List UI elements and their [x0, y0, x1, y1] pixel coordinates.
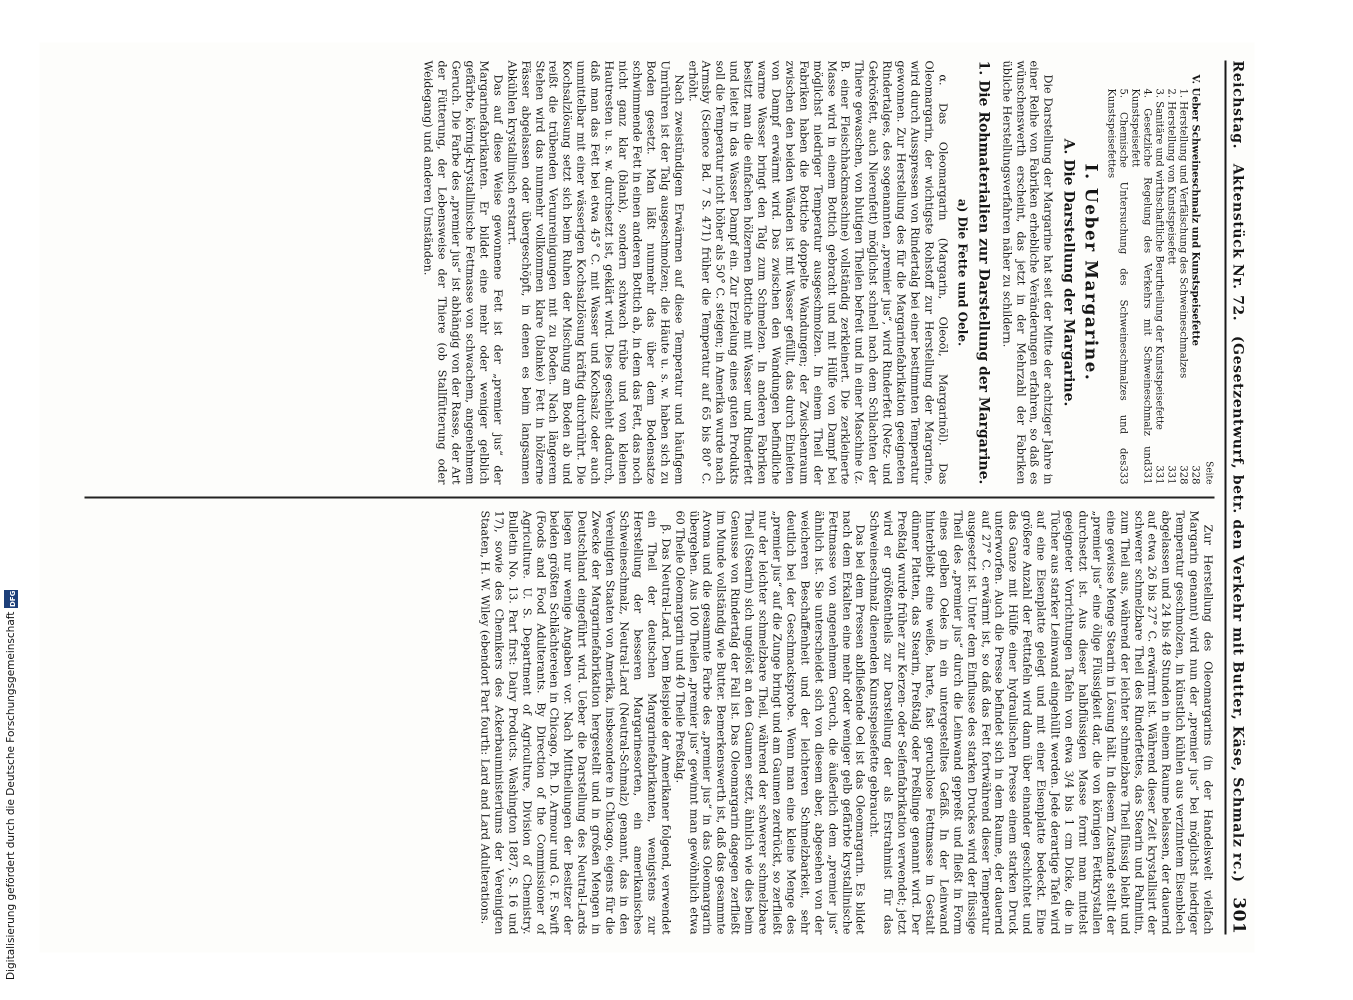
paragraph: β. Das Neutral-Lard. Dem Beispiele der Amerikaner folgend, verwendet ein Theil der deutschen Margarinefabrikanten, wenigstens zur Herstellung der besseren Margarinesorten, ein amerikanisches Schweineschmalz, Neutral-Lard (Neutral-Schmalz) genannt, das in den Vereinigten Staaten von Amerika, insbesondere in Chicago, eigens für die Zwecke der Margarinefabrikation hergestellt und in großen Mengen in Deutschland eingeführt wird. Ueber die Darstellung des Neutral-Lards liegen nur wenige Angaben vor. Nach Mittheilungen der Besitzer der beiden größten Schlächtereien in Chicago, Ph. D. Armour und G. F. Swift (Foods and Food Adulterants. By Direction of the Commissioner of Agriculture. U. S. Department of Agriculture, Division of Chemistry. Bulletin No. 13. Part first: Dairy Products. Washington 1887, S. 16 und 17), sowie des Chemikers des Ackerbauministeriums der Vereinigten Staaten, H. W. Wiley (ebendort Part fourth: Lard and Lard Adulterations. — [478, 510, 673, 935]
paragraph: Das auf diese Weise gewonnene Fett ist der „premier jus“ der Margarinefabrikanten. Er bildet eine mehr oder weniger gelblich gefärbte, körnig-krystallinische Fettmasse von schwachem, angenehmem Geruch. Die Farbe des „premier jus“ ist abhängig von der Rasse, der Art der Fütterung, der Lebensweise der Thiere (ob Stallfütterung oder Weidegang) und anderen Umständen. — [421, 60, 505, 485]
toc-item: 1. Herstellung und Verfälschung des Schweineschmalzes 328 — [1177, 88, 1189, 485]
dfg-logo: DFG — [4, 590, 18, 608]
header-right: (Gesetzentwurf, betr. den Verkehr mit Butter, Käse, Schmalz rc.) — [1229, 335, 1246, 883]
document-page — [40, 43, 1255, 953]
toc-page-label: Seite — [1203, 461, 1214, 485]
paragraph: Nach zweistündigem Erwärmen auf diese Temperatur und häufigem Umrühren ist der Talg ausgeschmolzen; die Häute u. s. w. haben sich zu Boden gesetzt. Man läßt nunmehr das über dem Bodensatze schwimmende Fett in einen anderen Bottich ab, in dem das Fett, das noch nicht ganz klar (blank), sondern schwach trübe und von kleinen Hautresten u. s. w. durchsetzt ist, geklärt wird. Dies geschieht dadurch, daß man das Fett bei etwa 45° C. mit Wasser und Kochsalz oder auch unmittelbar mit einer wässerigen Kochsalzlösung kräftig durchrührt. Die Kochsalzlösung setzt sich beim Ruhen der Mischung am Boden ab und reißt die trübenden Verunreinigungen mit zu Boden. Nach längerem Stehen wird das nunmehr vollkommen klare (blanke) Fett in hölzerne Fässer abgelassen oder übergeschöpft, in denen es beim langsamen Abkühlen krystallinisch erstarrt. — [505, 60, 686, 485]
toc-heading: V. Ueber Schweineschmalz und Kunstspeisefette 328 — [1189, 74, 1201, 485]
toc-item: 3. Sanitäre und wirthschaftliche Beurtheilung der Kunstspeisefette 331 — [1153, 88, 1165, 485]
header-left: Reichstag. — [1229, 60, 1246, 150]
toc-item: 4. Gesetzliche Regelung des Verkehrs mit Schweineschmalz und Kunstspeisefett 331 — [1129, 88, 1153, 485]
toc-item: 5. Chemische Untersuchung des Schweineschmalzes und des Kunstspeisefettes 333 — [1105, 88, 1129, 485]
left-column — [85, 61, 1215, 485]
text-columns — [85, 61, 1215, 935]
section-title: I. Ueber Margarine. — [1080, 163, 1101, 382]
part-title: 1. Die Rohmaterialien zur Darstellung der Margarine. — [975, 60, 992, 485]
digitization-credit — [2, 150, 20, 980]
page-header — [1225, 60, 1249, 935]
subsection-title: A. Die Darstellung der Margarine. — [1060, 138, 1077, 407]
fats-title: a) Die Fette und Oele. — [955, 198, 970, 347]
toc-item: 2. Herstellung von Kunstspeisefett 331 — [1165, 88, 1177, 485]
paragraph: Das bei dem Pressen abfließende Oel ist das Oleomargarin. Es bildet nach dem Erkalten eine mehr oder weniger gelb gefärbte krystallinische Fettmasse von angenehmem Geruch, die äußerlich dem „premier jus“ ähnlich ist. Sie unterscheidet sich von diesem aber, abgesehen von der weicheren Beschaffenheit und der leichteren Schmelzbarkeit, sehr deutlich bei der Geschmacksprobe. Wenn man eine kleine Menge des „premier jus“ auf die Zunge bringt und am Gaumen zerdrückt, so zerfließt nur der leichter schmelzbare Theil, während der schwerer schmelzbare Theil (Stearin) sich ungelöst an den Gaumen setzt, ähnlich wie dies beim Genusse von Rindertalg der Fall ist. Das Oleomargarin dagegen zerfließt im Munde vollständig wie Butter. Bemerkenswerth ist, daß das gesammte Aroma und die gesammte Farbe des „premier jus“ in das Oleomargarin übergehen. Aus 100 Theilen „premier jus“ gewinnt man gewöhnlich etwa 60 Theile Oleomargarin und 40 Theile Preßtalg. — [673, 510, 867, 935]
paragraph: α. Das Oleomargarin (Margarin, Oleoöl, Margarinöl). Das Oleomargarin, der wichtigste Rohstoff zur Herstellung der Margarine, wird durch Ausspressen von Rindertalg bei einer bestimmten Temperatur gewonnen. Zur Herstellung des für die Margarinefabrikation geeigneten Rindertalges, des sogenannten „premier jus“, wird Rinderfett (Netz- und Gekrösfett, auch Nierenfett) möglichst schnell nach dem Schlachten der Thiere gewaschen, von blutigen Theilen befreit und in einer Maschine (z. B. einer Fleischhackmaschine) vollständig zerkleinert. Die zerkleinerte Masse wird in einem Bottich gebracht und mit Hülfe von Dampf bei möglichst niedriger Temperatur ausgeschmolzen. In einem Theil der Fabriken haben die Bottiche doppelte Wandungen; der Zwischenraum zwischen den beiden Wänden ist mit Wasser gefüllt, das durch Einleiten von Dampf erwärmt wird. Das zwischen den Wandungen befindliche warme Wasser bringt den Talg zum Schmelzen. In anderen Fabriken besitzt man die einfachen hölzernen Bottiche mit Wasser und Rinderfett und leitet in das Wasser Dampf ein. Zur Erzielung eines guten Produkts soll die Temperatur nicht höher als 50° C. steigen; in Amerika wurde nach Armsby (Science Bd. 7 S. 471) früher die Temperatur auf 65 bis 80° C. erhöht. — [686, 60, 950, 485]
credit-text: Digitalisierung gefördert durch die Deutsche Forschungsgemeinschaft — [5, 611, 17, 980]
right-column — [85, 511, 1215, 935]
paragraph: Zur Herstellung des Oleomargarins (in der Handelswelt vielfach Margarin genannt) wird nun der „premier jus“ bei möglichst niedriger Temperatur geschmolzen, in künstlich kühlen aus verzinntem Eisenblech abgelassen und 24 bis 48 Stunden in einem Raume belassen, der dauernd auf etwa 26 bis 27° C. erwärmt ist. Während dieser Zeit krystallisirt der schwerer schmelzbare Theil des Rinderfettes, das Stearin und Palmitin, zum Theil aus, während der leichter schmelzbare Theil flüssig bleibt und eine gewisse Menge Stearin in Lösung hält. In diesem Zustande stellt der „premier jus“ eine ölige Flüssigkeit dar, die von körnigen Fettkrystallen durchsetzt ist. Aus dieser halbflüssigen Masse formt man mittelst geeigneter Vorrichtungen Tafeln von etwa 3/4 bis 1 cm Dicke, die in Tücher aus starker Leinwand eingehüllt werden. Jede derartige Tafel wird auf eine Eisenplatte gelegt und mit einer Eisenplatte bedeckt. Eine größere Anzahl der Fetttafeln wird dann über einander geschichtet und das Ganze mit Hülfe einer hydraulischen Presse einem starken Druck unterworfen. Auch die Presse befindet sich in dem Raume, der dauernd auf 27° C. erwärmt ist, so daß das Fett fortwährend dieser Temperatur ausgesetzt ist. Unter dem Einflusse des starken Druckes wird der flüssige Theil des „premier jus“ durch die Leinwand gepreßt und fließt in Form eines gelben Oeles in ein untergestelltes Gefäß. In der Leinwand hinterbleibt eine weiße, harte, fast geruchlose Fettmasse in Gestalt dünner Platten, das Stearin, Preßtalg oder Preßlinge genannt wird. Der Preßtalg wurde früher zur Kerzen- oder Seifenfabrikation verwendet; jetzt wird er größtentheils zur Darstellung der als Erstrahmist für das Schweineschmalz dienenden Kunstspeisefette gebraucht. — [867, 510, 1215, 935]
paragraph: Die Darstellung der Margarine hat seit der Mitte der achtziger Jahre in einer Reihe von Fabriken erhebliche Veränderungen erfahren, so daß es wünschenswerth erscheint, das jetzt in der Mehrzahl der Fabriken übliche Herstellungsverfahren näher zu schildern. — [1000, 60, 1055, 485]
header-center: Aktenstück Nr. 72. — [1229, 163, 1246, 322]
table-of-contents — [1105, 61, 1201, 485]
column-divider — [85, 497, 1215, 499]
page-number: 301 — [1228, 897, 1249, 935]
